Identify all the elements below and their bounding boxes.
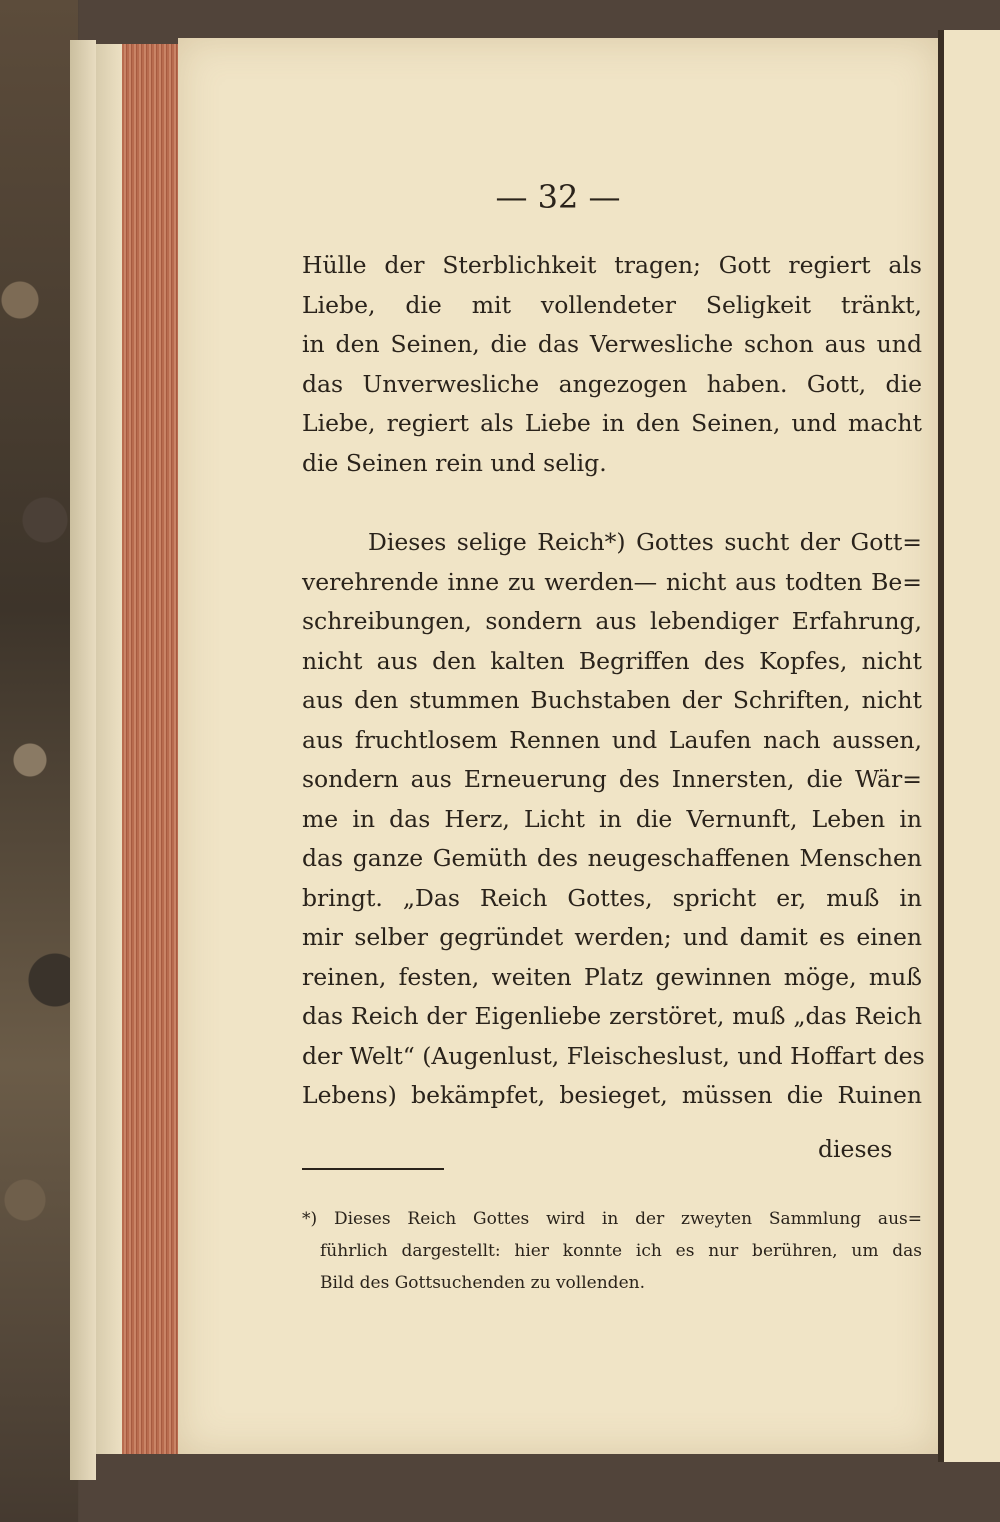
text-line: reinen, festen, weiten Platz gewinnen möge, muß	[302, 962, 922, 991]
text-line: me in das Herz, Licht in die Vernunft, Leben in	[302, 804, 922, 833]
footnote-line: Bild des Gottsuchenden zu vollenden.	[320, 1273, 645, 1293]
page-number: — 32 —	[495, 178, 621, 216]
text-line: Hülle der Sterblichkeit tragen; Gott regiert als	[302, 251, 922, 279]
paragraph-gap	[302, 483, 922, 523]
text-line: das Unverwesliche angezogen haben. Gott, die	[302, 369, 922, 398]
text-line: Liebe, regiert als Liebe in den Seinen, und macht	[302, 409, 922, 437]
next-page-edge	[938, 30, 1000, 1462]
text-line: aus fruchtlosem Rennen und Laufen nach aussen,	[302, 725, 922, 754]
cover-edge	[70, 40, 96, 1480]
footnote-line: *) Dieses Reich Gottes wird in der zweyten Sammlung aus=	[302, 1209, 922, 1229]
paragraph-1	[302, 246, 922, 483]
text-line: das ganze Gemüth des neugeschaffenen Menschen	[302, 844, 922, 872]
text-line: bringt. „Das Reich Gottes, spricht er, muß in	[302, 883, 922, 912]
text-line: der Welt“ (Augenlust, Fleischeslust, und Hoffart des	[302, 1041, 925, 1070]
text-line: verehrende inne zu werden— nicht aus todten Be=	[302, 567, 922, 596]
text-line: die Seinen rein und selig.	[302, 448, 607, 477]
text-line: sondern aus Erneuerung des Innersten, die Wär=	[302, 765, 922, 793]
text-line: schreibungen, sondern aus lebendiger Erfahrung,	[302, 607, 922, 635]
paragraph-2	[302, 523, 925, 1116]
text-line: mir selber gegründet werden; und damit es einen	[302, 923, 922, 951]
book-page	[178, 38, 938, 1454]
text-line: in den Seinen, die das Verwesliche schon aus und	[302, 330, 922, 358]
catchword: dieses	[818, 1135, 893, 1163]
body-text	[302, 246, 925, 1116]
footnote-rule	[302, 1168, 444, 1170]
footnote	[302, 1203, 922, 1299]
text-line: Dieses selige Reich*) Gottes sucht der Gott=	[368, 528, 922, 556]
red-page-edges	[122, 44, 178, 1454]
text-line: aus den stummen Buchstaben der Schriften, nicht	[302, 686, 922, 714]
text-line: Lebens) bekämpfet, besieget, müssen die Ruinen	[302, 1081, 922, 1109]
text-line: nicht aus den kalten Begriffen des Kopfes, nicht	[302, 646, 922, 675]
text-line: das Reich der Eigenliebe zerstöret, muß „das Reich	[302, 1002, 922, 1030]
marbled-cover	[0, 0, 78, 1522]
text-line: Liebe, die mit vollendeter Seligkeit tränkt,	[302, 290, 922, 319]
footnote-line: führlich dargestellt: hier konnte ich es nur berühren, um das	[320, 1241, 922, 1261]
